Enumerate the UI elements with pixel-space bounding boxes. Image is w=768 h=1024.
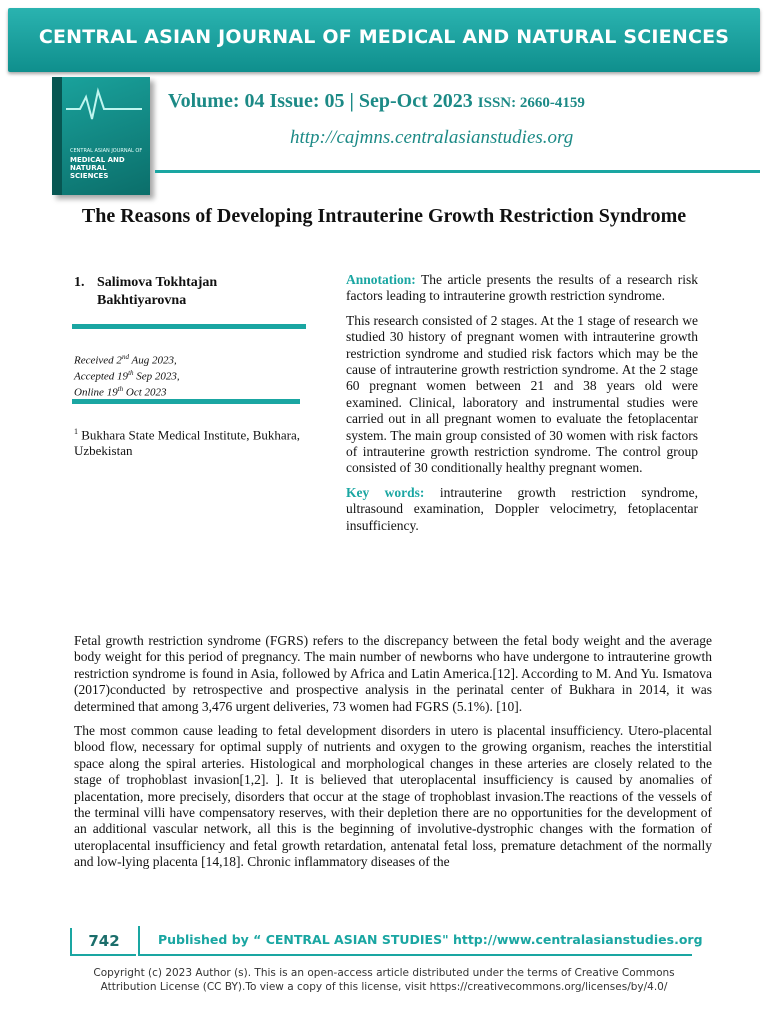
keywords-label: Key words:: [346, 484, 425, 500]
heartbeat-icon: [66, 85, 142, 125]
body-paragraph-2: The most common cause leading to fetal development disorders in utero is placental insufficiency. Utero-placental blood flow, necessary for optimal supply of nutrients and oxygen to the growing organism, reaches the interstitial space along the spiral arteries. Histological and morphological changes in these arteries are closely related to the stage of trophoblast invasion[1,2]. ]. It is believed that uteroplacental insufficiency is caused by anomalies of placentation, more precisely, disorders that occur at the stage of trophoblast invasion.The reactions of the vessels of the terminal villi have compensatory reserves, with their depletion there are no opportunities for the development of an additional vascular network, all this is the beginning of involutive-dystrophic changes with the formation of uteroplacental insufficiency and fetal growth retardation, antenatal fetal loss, premature detachment of the normally and low-lying placenta [14,18]. Chronic inflammatory diseases of the: [74, 723, 712, 870]
author: [74, 274, 217, 310]
copyright-line-1: Copyright (c) 2023 Author (s). This is an open-access article distributed under the terms of Creative Commons: [93, 967, 675, 979]
article-title: The Reasons of Developing Intrauterine Growth Restriction Syndrome: [81, 205, 687, 227]
footer-divider-horizontal: [140, 954, 692, 956]
author-name-line2: Bakhtiyarovna: [97, 293, 187, 308]
body-paragraph-1: Fetal growth restriction syndrome (FGRS) refers to the discrepancy between the fetal body weight and the average body weight for this period of pregnancy. The main number of newborns who have undergone to intrauterine growth restriction syndrome is found in Asia, followed by Africa and Latin America.[12]. According to M. And Yu. Ismatova (2017)conducted by retrospective and prospective analysis in the perinatal center of Bukhara in 2014, it was determined that among 3,476 urgent deliveries, 73 women had FGRS (5.1%). [10].: [74, 633, 712, 714]
article-body: [74, 633, 712, 879]
received-date: Received 2nd Aug 2023,: [74, 353, 177, 367]
online-date: Online 19th Oct 2023: [74, 385, 167, 399]
keywords: [346, 485, 698, 534]
issn: ISSN: 2660-4159: [477, 95, 585, 111]
author-number: 1.: [74, 275, 85, 290]
copyright-notice: [60, 966, 708, 994]
volume-line: [168, 90, 585, 113]
abstract-column: [346, 272, 698, 542]
publisher-line[interactable]: Published by “ CENTRAL ASIAN STUDIES" http://www.centralasianstudies.org: [158, 932, 703, 947]
journal-banner: [8, 8, 760, 72]
author-divider: [72, 324, 306, 329]
annotation: [346, 272, 698, 305]
footer-divider-vertical: [138, 926, 140, 956]
cover-title: MEDICAL AND NATURAL SCIENCES: [70, 156, 125, 180]
journal-title: CENTRAL ASIAN JOURNAL OF MEDICAL AND NATURAL SCIENCES: [38, 26, 730, 48]
accepted-date: Accepted 19th Sep 2023,: [74, 369, 180, 383]
annotation-text: The article presents the results of a research risk factors leading to intrauterine growth restriction syndrome.: [346, 272, 698, 304]
cover-subtitle: CENTRAL ASIAN JOURNAL OF: [70, 148, 143, 154]
annotation-label: Annotation:: [346, 272, 416, 287]
header-divider: [155, 170, 760, 173]
dates-divider: [72, 399, 300, 404]
affiliation-marker: 1: [74, 427, 78, 436]
affiliation: [74, 424, 326, 459]
affiliation-text: Bukhara State Medical Institute, Bukhara, Uzbekistan: [74, 427, 301, 459]
page-number: 742: [70, 928, 136, 956]
journal-cover-spine: [52, 77, 62, 195]
journal-url[interactable]: http://cajmns.centralasianstudies.org: [290, 127, 574, 148]
volume-issue: Volume: 04 Issue: 05 | Sep-Oct 2023: [168, 90, 473, 112]
research-summary: This research consisted of 2 stages. At the 1 stage of research we studied 30 history of pregnant women with intrauterine growth restriction syndrome and studied risk factors which may be the cause of intrauterine growth restriction syndrome. At the 2 stage 60 pregnant women between 21 and 38 years old were examined. Clinical, laboratory and instrumental studies were carried out in all pregnant women to evaluate the fetoplacentar system. The main group consisted of 30 women with risk factors of intrauterine growth restriction syndrome. The control group consisted of 30 conditionally healthy pregnant women.: [346, 312, 698, 476]
copyright-line-2[interactable]: Attribution License (CC BY).To view a copy of this license, visit https://creativecommons.org/licenses/by/4.0/: [100, 981, 668, 993]
author-name-line1: Salimova Tokhtajan: [97, 275, 218, 290]
dates-block: [74, 351, 180, 399]
keywords-text: intrauterine growth restriction syndrome, ultrasound examination, Doppler velocimetry, fetoplacentar insufficiency.: [346, 484, 698, 533]
